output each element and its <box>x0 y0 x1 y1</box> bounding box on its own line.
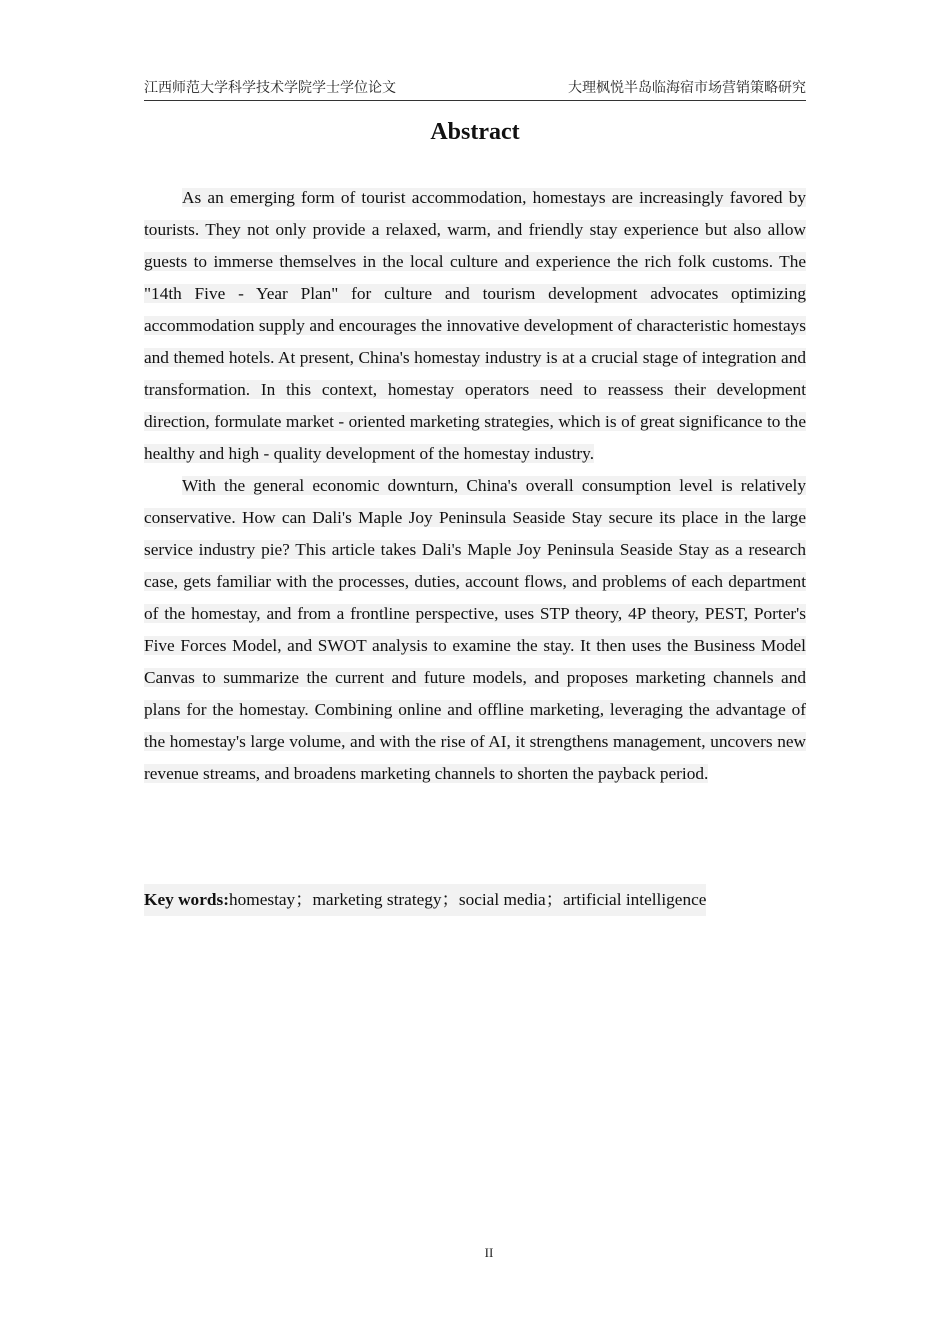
abstract-body <box>144 182 806 790</box>
header-university-title: 江西师范大学科学技术学院学士学位论文 <box>144 80 396 96</box>
page-number: II <box>484 1245 494 1260</box>
keywords-value: homestay；marketing strategy；social media；artificial intelligence <box>228 890 707 909</box>
keywords-line <box>144 884 706 916</box>
page-header <box>144 78 806 101</box>
abstract-title: Abstract <box>430 119 520 145</box>
header-thesis-title: 大理枫悦半岛临海宿市场营销策略研究 <box>568 80 806 96</box>
abstract-paragraph-1 <box>144 182 806 470</box>
paragraph-text: With the general economic downturn, China's overall consumption level is relatively conservative. How can Dali's Maple Joy Peninsula Seaside Stay secure its place in the large service industry pie? This article takes Dali's Maple Joy Peninsula Seaside Stay as a research case, gets familiar with the processes, duties, account flows, and problems of each department of the homestay, and from a frontline perspective, uses STP theory, 4P theory, PEST, Porter's Five Forces Model, and SWOT analysis to examine the stay. It then uses the Business Model Canvas to summarize the current and future models, and proposes marketing channels and plans for the homestay. Combining online and offline marketing, leveraging the advantage of the homestay's large volume, and with the rise of AI, it strengthens management, uncovers new revenue streams, and broadens marketing channels to shorten the payback period. <box>144 476 806 783</box>
paragraph-text: As an emerging form of tourist accommodation, homestays are increasingly favored by tourists. They not only provide a relaxed, warm, and friendly stay experience but also allow guests to immerse themselves in the local culture and experience the rich folk customs. The "14th Five - Year Plan" for culture and tourism development advocates optimizing accommodation supply and encourages the innovative development of characteristic homestays and themed hotels. At present, China's homestay industry is at a crucial stage of integration and transformation. In this context, homestay operators need to reassess their development direction, formulate market - oriented marketing strategies, which is of great significance to the healthy and high - quality development of the homestay industry. <box>144 188 806 463</box>
keywords-label: Key words: <box>144 890 229 909</box>
abstract-paragraph-2 <box>144 470 806 790</box>
